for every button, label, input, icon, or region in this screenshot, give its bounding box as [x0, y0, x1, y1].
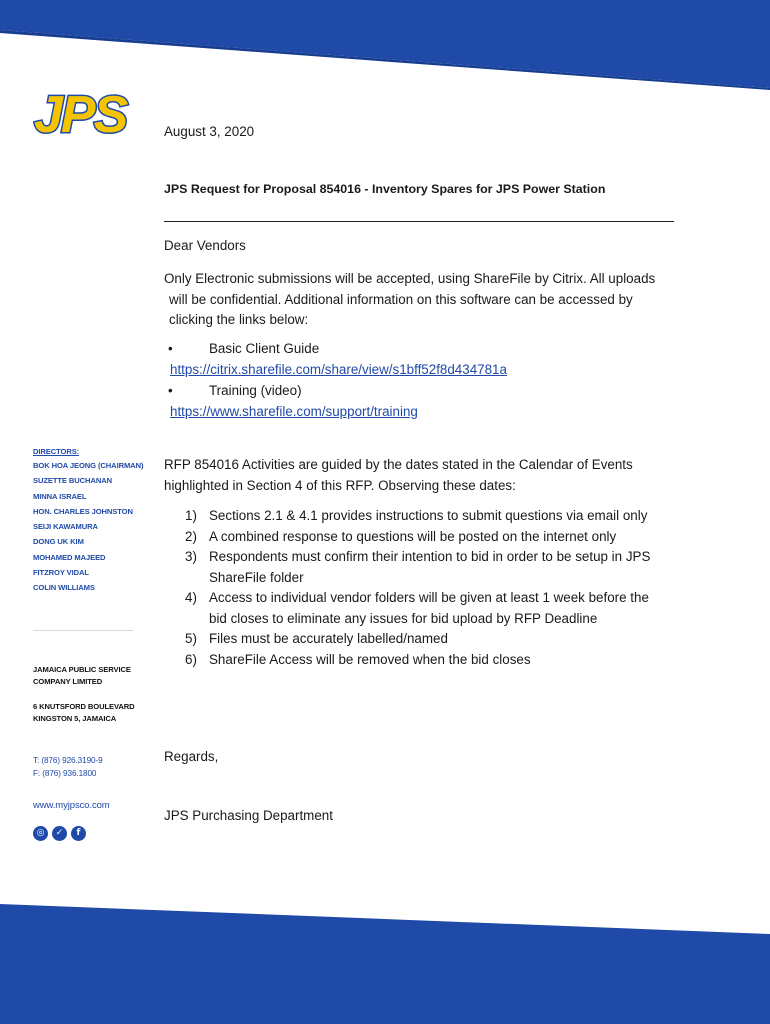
- director-name: SEIJI KAWAMURA: [33, 522, 98, 532]
- item-text: bid closes to eliminate any issues for bid upload by RFP Deadline: [209, 610, 598, 626]
- director-name: DONG UK KIM: [33, 537, 84, 547]
- intro-line: Only Electronic submissions will be accepted, using ShareFile by Citrix. All uploads: [164, 271, 656, 286]
- item-text: A combined response to questions will be posted on the internet only: [209, 528, 617, 544]
- website-link[interactable]: www.myjpsco.com: [33, 800, 110, 811]
- item-number: 4): [185, 590, 197, 605]
- header-band: [0, 0, 770, 90]
- link-label: Training (video): [209, 383, 302, 398]
- list-item: [185, 650, 675, 671]
- intro-paragraph: [164, 269, 684, 331]
- svg-text:JPS: JPS: [34, 88, 127, 138]
- item-text: ShareFile folder: [209, 569, 304, 585]
- list-item: [185, 527, 675, 548]
- directors-list: [33, 445, 143, 596]
- letter-date: August 3, 2020: [164, 124, 255, 139]
- bullet: •: [168, 341, 173, 356]
- client-guide-link[interactable]: https://citrix.sharefile.com/share/view/s1bff52f8d434781a: [170, 362, 507, 377]
- fax-number: F: (876) 936.1800: [33, 769, 97, 778]
- social-links: [33, 826, 86, 841]
- activities-line: highlighted in Section 4 of this RFP. Observing these dates:: [164, 477, 516, 493]
- company-line: COMPANY LIMITED: [33, 677, 103, 686]
- sidebar-divider: [33, 630, 133, 631]
- director-name: MINNA ISRAEL: [33, 491, 87, 501]
- director-name: HON. CHARLES JOHNSTON: [33, 506, 133, 516]
- twitter-icon[interactable]: ✓: [52, 826, 67, 841]
- item-number: 1): [185, 508, 197, 523]
- item-text: Access to individual vendor folders will be given at least 1 week before the: [209, 590, 649, 605]
- activities-line: RFP 854016 Activities are guided by the dates stated in the Calendar of Events: [164, 457, 633, 472]
- item-number: 5): [185, 631, 197, 646]
- intro-line: will be confidential. Additional information on this software can be accessed by: [169, 291, 633, 307]
- greeting: Dear Vendors: [164, 238, 246, 253]
- intro-line: clicking the links below:: [169, 312, 309, 327]
- phone-number: T: (876) 926.3190-9: [33, 756, 103, 765]
- list-item: [185, 629, 675, 650]
- instagram-icon[interactable]: ◎: [33, 826, 48, 841]
- company-address: [33, 701, 135, 725]
- numbered-list: [185, 506, 675, 670]
- contact-numbers: [33, 754, 103, 780]
- director-name: SUZETTE BUCHANAN: [33, 476, 112, 486]
- director-name: FITZROY VIDAL: [33, 568, 89, 578]
- closing: Regards,: [164, 749, 219, 764]
- subject-rule: [164, 221, 674, 222]
- facebook-icon[interactable]: f: [71, 826, 86, 841]
- item-text: Sections 2.1 & 4.1 provides instructions to submit questions via email only: [209, 508, 648, 523]
- director-name: BOK HOA JEONG (CHAIRMAN): [33, 461, 144, 470]
- address-line: 6 KNUTSFORD BOULEVARD: [33, 702, 135, 711]
- item-text: Respondents must confirm their intention to bid in order to be setup in JPS: [209, 549, 651, 564]
- training-video-link[interactable]: https://www.sharefile.com/support/training: [170, 404, 418, 419]
- item-number: 6): [185, 651, 197, 667]
- address-line: KINGSTON 5, JAMAICA: [33, 714, 117, 723]
- list-item: [185, 588, 675, 629]
- letter-subject: JPS Request for Proposal 854016 - Inventory Spares for JPS Power Station: [164, 182, 606, 196]
- signature: JPS Purchasing Department: [164, 808, 333, 823]
- list-item: [185, 506, 675, 527]
- item-text: Files must be accurately labelled/named: [209, 631, 448, 646]
- item-text: ShareFile Access will be removed when the bid closes: [209, 651, 531, 667]
- directors-heading: DIRECTORS:: [33, 447, 80, 456]
- director-name: COLIN WILLIAMS: [33, 583, 95, 593]
- company-line: JAMAICA PUBLIC SERVICE: [33, 665, 131, 674]
- activities-paragraph: [164, 455, 684, 496]
- link-label: Basic Client Guide: [209, 341, 320, 356]
- company-name: [33, 664, 131, 688]
- director-name: MOHAMED MAJEED: [33, 552, 106, 562]
- jps-logo: [30, 88, 160, 138]
- item-number: 3): [185, 549, 197, 564]
- list-item: [185, 547, 675, 588]
- footer-band: [0, 904, 770, 1024]
- bullet: •: [168, 383, 173, 398]
- item-number: 2): [185, 528, 197, 544]
